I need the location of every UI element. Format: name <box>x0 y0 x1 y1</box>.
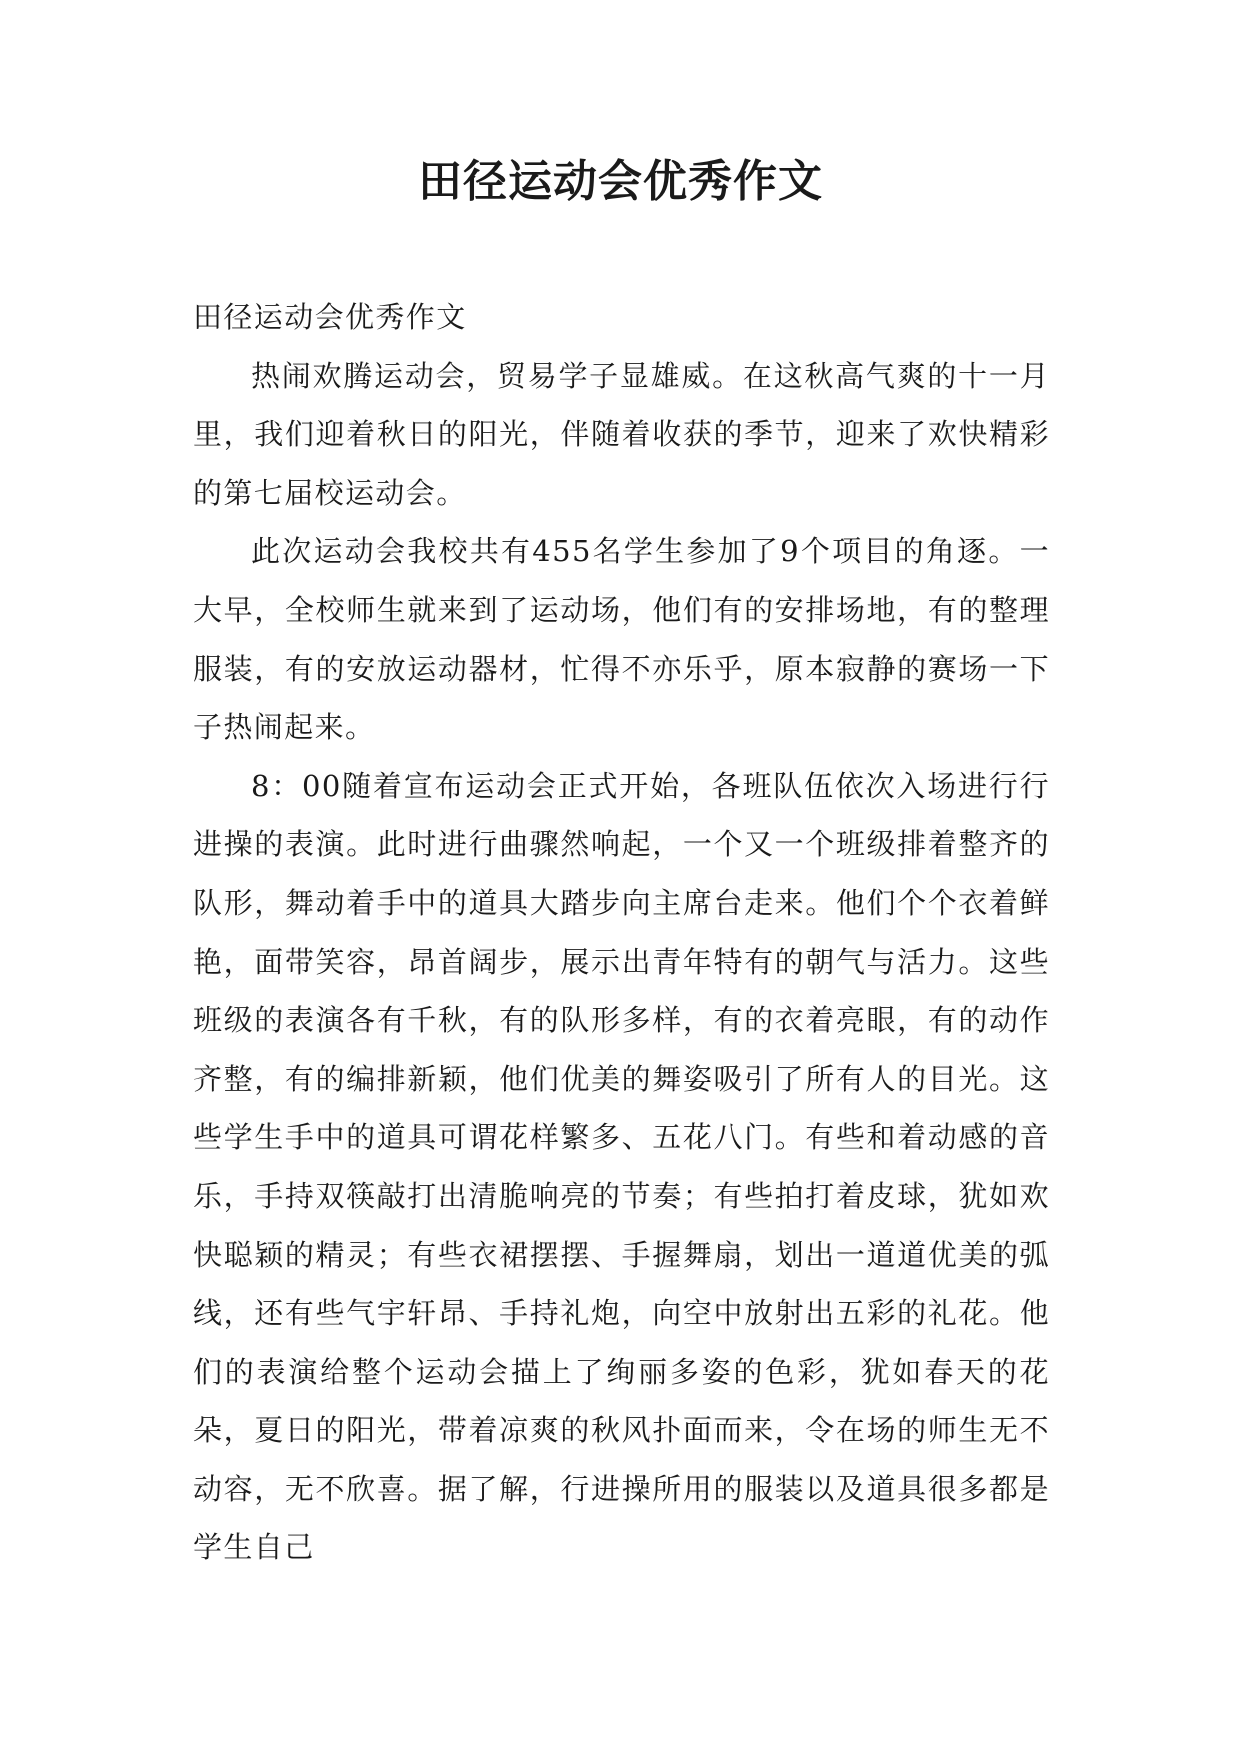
document-title: 田径运动会优秀作文 <box>418 156 823 207</box>
paragraph-3: 8：00随着宣布运动会正式开始，各班队伍依次入场进行行进操的表演。此时进行曲骤然响起，一个又一个班级排着整齐的队形，舞动着手中的道具大踏步向主席台走来。他们个个衣着鲜艳，面带笑容，昂首阔步，展示出青年特有的朝气与活力。这些班级的表演各有千秋，有的队形多样，有的衣着亮眼，有的动作齐整，有的编排新颖，他们优美的舞姿吸引了所有人的目光。这些学生手中的道具可谓花样繁多、五花八门。有些和着动感的音乐，手持双筷敲打出清脆响亮的节奏；有些拍打着皮球，犹如欢快聪颖的精灵；有些衣裙摆摆、手握舞扇，划出一道道优美的弧线，还有些气宇轩昂、手持礼炮，向空中放射出五彩的礼花。他们的表演给整个运动会描上了绚丽多姿的色彩，犹如春天的花朵，夏日的阳光，带着凉爽的秋风扑面而来，令在场的师生无不动容，无不欣喜。据了解，行进操所用的服装以及道具很多都是学生自己 <box>193 768 1050 1565</box>
document-subtitle: 田径运动会优秀作文 <box>193 300 467 334</box>
paragraph-2: 此次运动会我校共有455名学生参加了9个项目的角逐。一大早，全校师生就来到了运动场，他们有的安排场地，有的整理服装，有的安放运动器材，忙得不亦乐乎，原本寂静的赛场一下子热闹起来。 <box>193 534 1050 745</box>
document-body <box>193 288 1050 1577</box>
paragraph-1: 热闹欢腾运动会，贸易学子显雄威。在这秋高气爽的十一月里，我们迎着秋日的阳光，伴随着收获的季节，迎来了欢快精彩的第七届校运动会。 <box>193 358 1050 510</box>
